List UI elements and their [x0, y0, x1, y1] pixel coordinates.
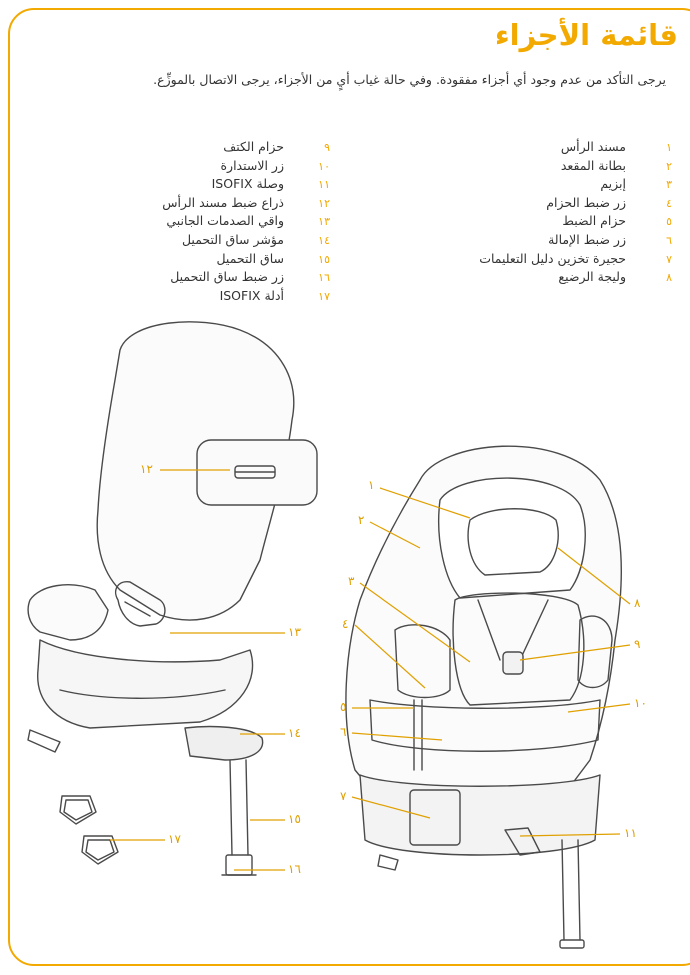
item-number: ١٣ — [318, 215, 330, 229]
item-number: ١١ — [318, 178, 330, 192]
callout-13: ١٣ — [288, 625, 301, 639]
item-label: زر ضبط الحزام — [546, 194, 626, 210]
item-label: حزام الضبط — [562, 213, 626, 229]
callout-14: ١٤ — [288, 726, 301, 740]
item-number: ١٤ — [318, 233, 330, 247]
item-number: ٤ — [666, 196, 672, 210]
callout-11: ١١ — [624, 826, 637, 840]
item-label: واقي الصدمات الجانبي — [166, 213, 284, 229]
item-label: زر ضبط الإمالة — [548, 231, 626, 247]
callout-16: ١٦ — [288, 862, 301, 876]
callout-17: ١٧ — [168, 832, 181, 846]
item-number: ١٧ — [318, 289, 330, 303]
callout-2: ٢ — [358, 513, 365, 527]
item-number: ٥ — [666, 215, 672, 229]
item-label: زر الاستدارة — [220, 157, 284, 173]
callout-6: ٦ — [340, 725, 347, 739]
item-label: ساق التحميل — [216, 250, 284, 266]
page-title: قائمة الأجزاء — [494, 18, 678, 52]
item-label: مؤشر ساق التحميل — [181, 231, 284, 247]
item-number: ٩ — [324, 141, 330, 154]
callout-7: ٧ — [340, 789, 347, 803]
item-number: ١ — [666, 141, 672, 154]
item-number: ٨ — [666, 271, 672, 285]
callout-5: ٥ — [340, 700, 347, 714]
item-label: وصلة ISOFIX — [211, 176, 284, 192]
callout-4: ٤ — [342, 617, 349, 631]
callout-3: ٣ — [348, 574, 355, 588]
item-number: ١٦ — [318, 271, 330, 285]
intro-text: يرجى التأكد من عدم وجود أي أجزاء مفقودة. وفي حالة غياب أيٍ من الأجزاء، يرجى الاتصال بالموزِّع. — [153, 72, 666, 87]
callout-1: ١ — [368, 478, 375, 492]
item-label: أدلة ISOFIX — [219, 287, 284, 303]
item-label: إبزيم — [600, 176, 626, 192]
item-number: ٣ — [666, 178, 672, 192]
callout-8: ٨ — [634, 596, 641, 610]
item-number: ٧ — [666, 252, 672, 266]
item-number: ٢ — [666, 159, 672, 173]
item-number: ١٠ — [318, 159, 330, 173]
item-label: حزام الكتف — [223, 139, 284, 154]
item-label: ذراع ضبط مسند الرأس — [162, 194, 284, 210]
callout-10: ١٠ — [634, 696, 647, 710]
callout-12: ١٢ — [140, 462, 153, 476]
callout-15: ١٥ — [288, 812, 301, 826]
item-label: وليجة الرضيع — [558, 269, 626, 285]
item-label: حجيرة تخزين دليل التعليمات — [479, 250, 626, 266]
item-number: ٦ — [666, 233, 672, 247]
item-label: مسند الرأس — [560, 139, 626, 154]
item-label: زر ضبط ساق التحميل — [170, 269, 284, 285]
front-view-seat — [346, 446, 621, 948]
item-number: ١٥ — [318, 252, 330, 266]
callout-9: ٩ — [634, 637, 641, 651]
rear-view-seat — [28, 322, 317, 875]
item-number: ١٢ — [318, 196, 330, 210]
item-label: بطانة المقعد — [560, 157, 626, 173]
